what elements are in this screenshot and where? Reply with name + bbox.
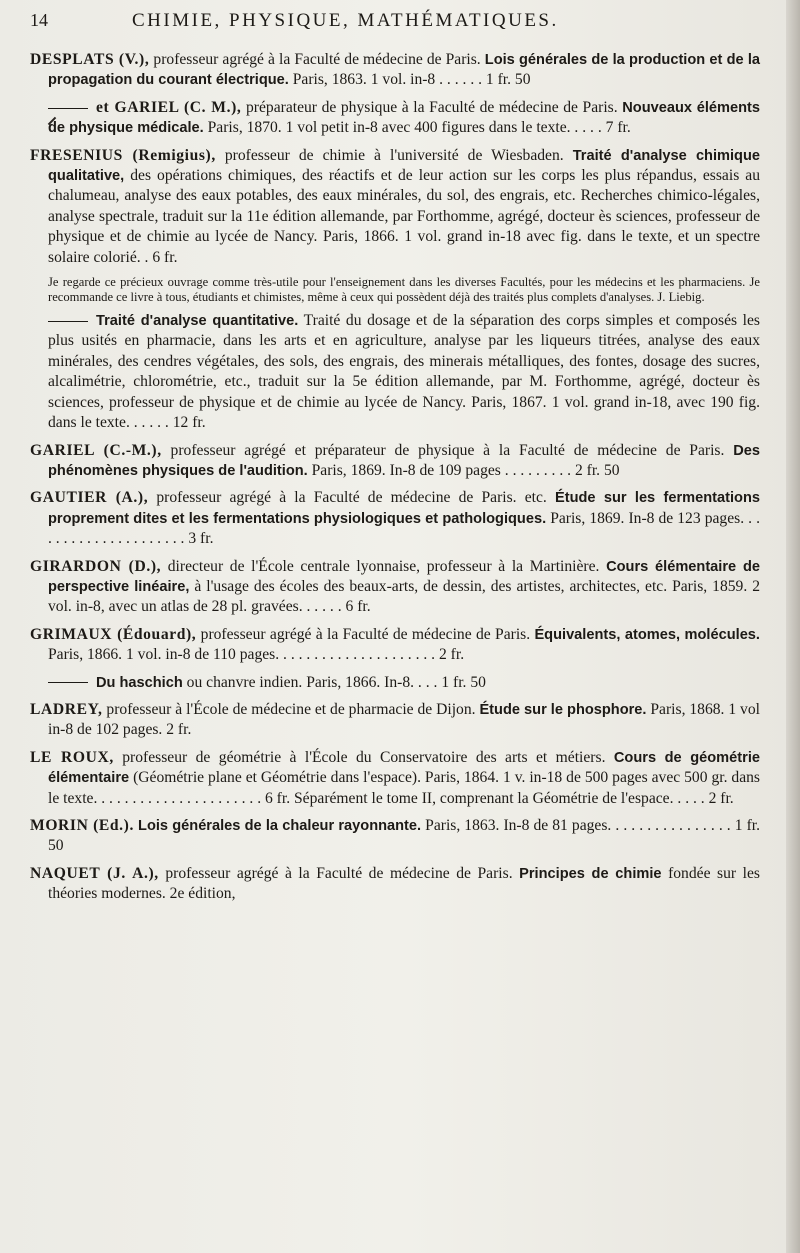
entry-details: Paris, 1866. 1 vol. in-8 de 110 pages. . . . . . . . . . . . . . . . . . . . . 2 fr.: [48, 646, 465, 664]
entry-author: NAQUET (J. A.),: [30, 864, 159, 882]
ditto-dash: [48, 682, 88, 683]
catalog-entry: [30, 146, 760, 268]
entry-title: Étude sur le phosphore.: [479, 701, 647, 718]
catalog-entry: [30, 557, 760, 618]
entry-title: Du haschich: [96, 674, 183, 691]
entry-details: Paris, 1868. 1 vol in-8 de 102 pages. 2 fr.: [48, 700, 760, 739]
catalog-entry: [30, 673, 760, 693]
ditto-dash: [48, 321, 88, 322]
entry-description: professeur agrégé à la Faculté de médecine de Paris. etc.: [148, 489, 555, 507]
entry-title: Lois générales de la production et de la propagation du courant électrique.: [48, 52, 761, 89]
catalog-entries: [30, 50, 760, 912]
running-title: CHIMIE, PHYSIQUE, MATHÉMATIQUES.: [132, 10, 559, 31]
entry-author: GARIEL (C.-M.),: [30, 441, 162, 459]
entry-details: (Géométrie plane et Géométrie dans l'espace). Paris, 1864. 1 v. in-18 de 500 pages avec 500 gr. dans le texte. . . . . . . . . . . . . . . . . . . . . . 6 fr. Séparément le tome II, comprenant la Géométrie de l'espace. . . . . 2 fr.: [48, 769, 760, 807]
entry-details: Paris, 1869. In-8 de 123 pages. . . . . . . . . . . . . . . . . . . . . 3 fr.: [48, 509, 760, 548]
catalog-entry: [30, 98, 760, 139]
catalog-entry: [30, 311, 760, 433]
entry-description: professeur agrégé à la Faculté de médecine de Paris.: [196, 625, 535, 643]
entry-description: professeur à l'École de médecine et de pharmacie de Dijon.: [102, 700, 480, 718]
entry-details: fondée sur les théories modernes. 2e édition,: [48, 864, 760, 903]
entry-details: Paris, 1870. 1 vol petit in-8 avec 400 figures dans le texte. . . . . 7 fr.: [203, 119, 631, 137]
entry-description: professeur de chimie à l'université de Wiesbaden.: [215, 146, 573, 164]
catalog-entry: [30, 488, 760, 549]
entry-title: Nouveaux éléments de physique médicale.: [48, 99, 760, 137]
entry-title: Cours de géométrie élémentaire: [48, 749, 760, 787]
entry-author: et GARIEL (C. M.),: [96, 98, 242, 116]
entry-author: FRESENIUS (Remigius),: [30, 146, 216, 164]
entry-author: GIRARDON (D.),: [30, 557, 162, 575]
ditto-dash: [48, 108, 88, 109]
entry-details: à l'usage des écoles des beaux-arts, de dessin, des artistes, architectes, etc. Paris, 1859. 2 vol. in-8, avec un atlas de 28 pl. gravées. . . . . . 6 fr.: [48, 577, 760, 616]
catalog-entry: [30, 700, 760, 741]
entry-title: Traité d'analyse chimique qualitative,: [48, 147, 761, 185]
entry-description: préparateur de physique à la Faculté de médecine de Paris.: [241, 98, 623, 116]
entry-title: Lois générales de la chaleur rayonnante.: [138, 818, 422, 834]
page-edge: [786, 0, 800, 1253]
entry-description: professeur de géométrie à l'École du Conservatoire des arts et métiers.: [113, 748, 614, 766]
entry-title: Traité d'analyse quantitative.: [96, 313, 299, 330]
catalog-entry: [30, 748, 760, 809]
entry-details: ou chanvre indien. Paris, 1866. In-8. . . . 1 fr. 50: [182, 673, 486, 691]
entry-author: GAUTIER (A.),: [30, 489, 149, 507]
entry-author: LE ROUX,: [30, 748, 114, 766]
catalog-entry: [30, 441, 760, 482]
catalog-entry: [30, 625, 760, 666]
entry-description: professeur agrégé et préparateur de physique à la Faculté de médecine de Paris.: [161, 441, 734, 459]
entry-title: Principes de chimie: [519, 865, 662, 882]
entry-details: Traité du dosage et de la séparation des corps simples et composés les plus usités en pharmacie, dans les arts et en agriculture, analyse par les liqueurs titrées, analyse des eaux minérales, des cendres végétales, des sols, des engrais, des minerais métalliques, des fontes, dosage des sucres, alcalimétrie, chlorométrie, etc., traduit sur la 5e édition allemande, par M. Forthomme, agrégé, docteur ès sciences, professeur de physique et de chimie au lycée de Nancy. Paris, 1867. 1 vol. grand in-18, avec 190 fig. dans le texte. . . . . . 12 fr.: [48, 312, 760, 432]
entry-title: Des phénomènes physiques de l'audition.: [48, 442, 760, 479]
catalog-entry: [30, 50, 760, 91]
entry-author: LADREY,: [30, 700, 103, 718]
catalog-entry: [30, 816, 760, 857]
entry-title: Cours élémentaire de perspective linéaire,: [48, 558, 760, 595]
entry-details: Paris, 1869. In-8 de 109 pages . . . . . . . . . 2 fr. 50: [307, 461, 620, 479]
entry-author: DESPLATS (V.),: [30, 51, 150, 68]
entry-title: Équivalents, atomes, molécules.: [534, 626, 760, 643]
entry-author: GRIMAUX (Édouard),: [30, 625, 197, 643]
page-header: [12, 8, 772, 38]
entry-author: MORIN (Ed.).: [30, 817, 134, 834]
entry-description: directeur de l'École centrale lyonnaise, professeur à la Martinière.: [161, 557, 607, 575]
entry-note: Je regarde ce précieux ouvrage comme très-utile pour l'enseignement dans les diverses Facultés, pour les médecins et les pharmaciens. Je recommande ce livre à tous, étudiants et chimistes, même à ceux qui possèdent déjà des traités plus complets d'analyses. J. Liebig.: [48, 275, 760, 305]
entry-description: professeur agrégé à la Faculté de médecine de Paris.: [149, 51, 485, 68]
catalog-entry: [30, 864, 760, 905]
entry-description: professeur agrégé à la Faculté de médecine de Paris.: [158, 864, 520, 882]
entry-details: Paris, 1863. In-8 de 81 pages. . . . . . . . . . . . . . . . 1 fr. 50: [48, 817, 761, 855]
entry-details: Paris, 1863. 1 vol. in-8 . . . . . . 1 fr. 50: [288, 71, 531, 89]
page-number: 14: [30, 10, 48, 30]
entry-details: des opérations chimiques, des réactifs et de leur action sur les corps les plus répandus, essais au chalumeau, analyse des eaux potables, des eaux minérales, du sol, des engrais, etc. Recherches chimico-légales, analyse spectrale, traduit sur la 11e édition allemande, par Forthomme, agrégé, docteur ès sciences, professeur de physique et de chimie au lycée de Nancy. Paris, 1866. 1 vol. grand in-18 avec fig. dans le texte, et un spectre solaire colorié. . 6 fr.: [48, 167, 760, 266]
entry-title: Étude sur les fermentations proprement dites et les fermentations physiologiques et pathologiques.: [48, 490, 760, 527]
